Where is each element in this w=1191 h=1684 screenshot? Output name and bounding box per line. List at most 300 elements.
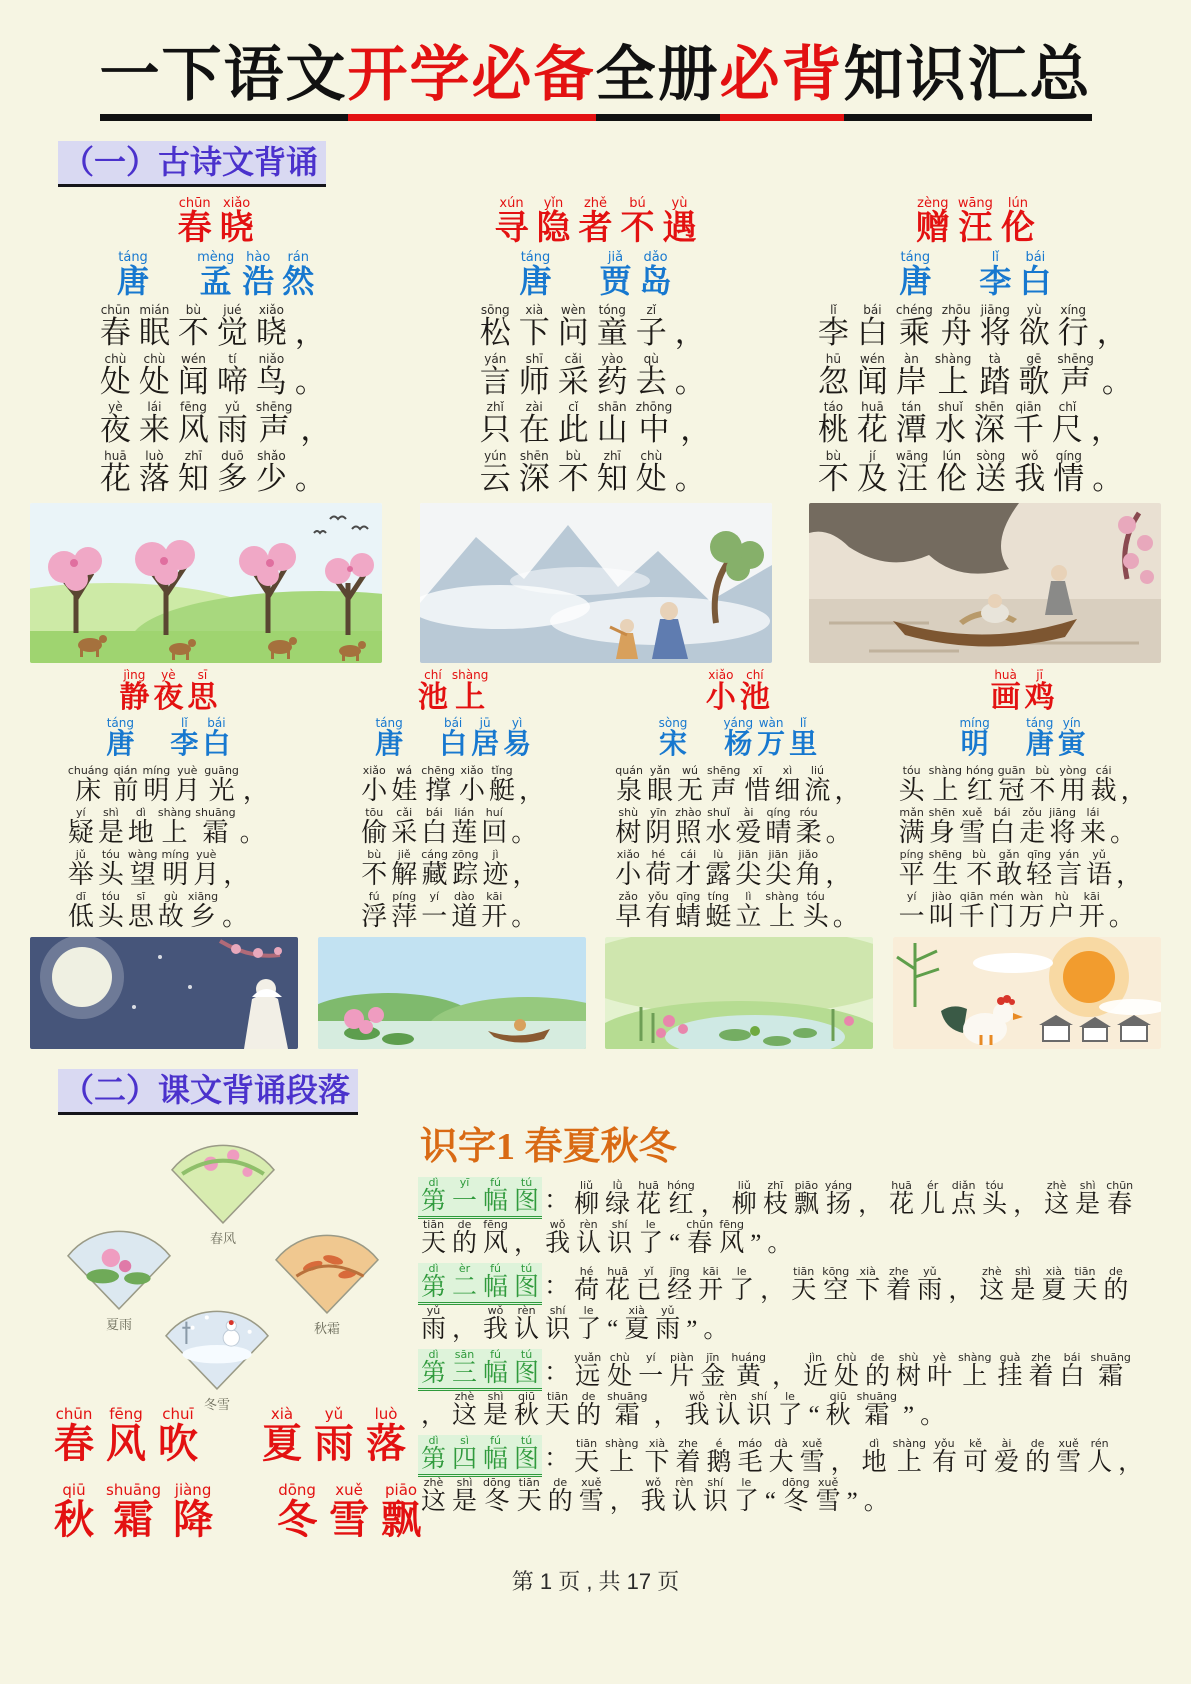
char-with-pinyin: jū 居 xyxy=(471,716,500,761)
char-with-pinyin: shí 识 xyxy=(607,1217,633,1257)
char-with-pinyin: fú 幅 xyxy=(483,1347,509,1387)
illustration-row-2 xyxy=(0,933,1191,1049)
char-with-pinyin: dōng 冬 xyxy=(483,1475,511,1515)
char-with-pinyin: ， xyxy=(421,1401,447,1429)
char-with-pinyin: lù 露 xyxy=(705,847,732,889)
char-with-pinyin: chūn 春 xyxy=(1106,1178,1134,1218)
char-with-pinyin: bái 白 xyxy=(856,302,888,350)
fan-label: 夏雨 xyxy=(105,1317,132,1333)
illustration-night-moon xyxy=(30,937,298,1049)
char-with-pinyin: yí 一 xyxy=(898,890,925,932)
char-with-pinyin: cái 裁 xyxy=(1090,763,1117,805)
char-with-pinyin: jiāng 将 xyxy=(979,302,1011,350)
char-with-pinyin: 。 xyxy=(294,461,326,497)
char-with-pinyin: chuáng 床 xyxy=(67,763,109,805)
char-with-pinyin: táng 唐 xyxy=(1025,716,1054,761)
char-with-pinyin: yòng 用 xyxy=(1059,763,1087,805)
char-with-pinyin: duō 多 xyxy=(216,449,248,497)
char-with-pinyin: sì 四 xyxy=(452,1433,478,1473)
char-with-pinyin: ， xyxy=(834,775,861,805)
char-with-pinyin: 。 xyxy=(1108,902,1135,932)
figure-label-colon: ： xyxy=(544,1358,570,1386)
char-with-pinyin: shuāng 霜 xyxy=(195,805,236,847)
char-with-pinyin: xiāng 乡 xyxy=(187,890,219,932)
poem-line xyxy=(359,891,547,931)
char-with-pinyin: wú 无 xyxy=(676,763,703,805)
char-with-pinyin: cái 才 xyxy=(675,847,702,889)
char-with-pinyin: yín 寅 xyxy=(1057,716,1086,761)
poem xyxy=(786,197,1165,499)
char-with-pinyin: jì 迹 xyxy=(482,847,509,889)
char-with-pinyin: huí 回 xyxy=(481,805,508,847)
char-with-pinyin: chuī 吹 xyxy=(158,1405,198,1467)
char-with-pinyin: róu 柔 xyxy=(795,805,822,847)
section-two-body xyxy=(0,1121,1191,1559)
char-with-pinyin: tà 踏 xyxy=(979,351,1011,399)
char-with-pinyin: shì 是 xyxy=(97,805,124,847)
char-with-pinyin: máo 毛 xyxy=(737,1436,763,1476)
lesson-paragraph xyxy=(418,1177,1161,1258)
poem-line xyxy=(66,807,271,847)
char-with-pinyin: fēng 风 xyxy=(483,1217,509,1257)
char-with-pinyin: èr 二 xyxy=(452,1261,478,1301)
char-with-pinyin: yī 一 xyxy=(452,1175,478,1215)
char-with-pinyin: huā 花 xyxy=(99,449,131,497)
char-with-pinyin: 。 xyxy=(511,817,538,847)
poem-line xyxy=(66,891,271,931)
char-with-pinyin: jué 觉 xyxy=(216,302,248,350)
poem-lines xyxy=(897,765,1149,933)
char-with-pinyin: wāng 汪 xyxy=(957,196,993,247)
char-with-pinyin: dī 低 xyxy=(67,890,94,932)
char-with-pinyin: jiǎ 贾 xyxy=(599,250,632,300)
char-with-pinyin: gù 故 xyxy=(157,890,184,932)
char-with-pinyin: qíng 晴 xyxy=(765,805,792,847)
char-with-pinyin: ” xyxy=(686,1315,698,1343)
char-with-pinyin: shàng 上 xyxy=(958,1350,992,1390)
poem-author xyxy=(957,717,1087,760)
char-with-pinyin: 。 xyxy=(832,902,859,932)
char-with-pinyin: ， xyxy=(1118,1448,1144,1476)
char-with-pinyin: táng 唐 xyxy=(519,250,552,300)
poem-line xyxy=(96,401,335,448)
poem-title xyxy=(989,669,1057,715)
fan-winter-snow xyxy=(142,1291,292,1413)
char-with-pinyin: zhě 者 xyxy=(578,196,613,247)
char-with-pinyin: tiān 天 xyxy=(791,1264,817,1304)
char-with-pinyin: kě 可 xyxy=(963,1436,989,1476)
char-with-pinyin: wǒ 我 xyxy=(483,1303,509,1343)
char-with-pinyin: shǎo 少 xyxy=(255,449,287,497)
char-with-pinyin: chēng 撑 xyxy=(421,763,455,805)
poem-lines xyxy=(814,304,1137,499)
char-with-pinyin: yù 遇 xyxy=(662,196,697,247)
char-with-pinyin: rèn 认 xyxy=(514,1303,540,1343)
char-with-pinyin: shuāng 霜 xyxy=(1090,1350,1131,1390)
poem-lines xyxy=(476,304,715,499)
char-with-pinyin: xià 下 xyxy=(855,1264,881,1304)
section-one-heading: （一）古诗文背诵 xyxy=(58,141,326,187)
char-with-pinyin: zōng 踪 xyxy=(451,847,479,889)
char-with-pinyin: ， xyxy=(653,1401,679,1429)
char-with-pinyin: jī 鸡 xyxy=(1024,667,1055,714)
poem-line xyxy=(359,765,547,805)
char-with-pinyin: le 了 xyxy=(638,1217,664,1257)
char-with-pinyin: píng 平 xyxy=(898,847,925,889)
char-with-pinyin: bái 白 xyxy=(1059,1350,1085,1390)
char-with-pinyin: jǔ 举 xyxy=(67,847,94,889)
char-with-pinyin: shàng 上 xyxy=(451,667,489,714)
char-with-pinyin: xià 夏 xyxy=(1041,1264,1067,1304)
season-fans xyxy=(30,1125,418,1413)
char-with-pinyin: jiào 叫 xyxy=(928,890,955,932)
poem-line xyxy=(814,401,1137,448)
char-with-pinyin: táng 唐 xyxy=(117,250,150,300)
char-with-pinyin: sòng 宋 xyxy=(658,716,688,761)
char-with-pinyin: lián 莲 xyxy=(451,805,478,847)
char-with-pinyin: chǐ 尺 xyxy=(1051,400,1083,448)
char-with-pinyin: 。 xyxy=(239,817,266,847)
char-with-pinyin: 。 xyxy=(825,817,852,847)
char-with-pinyin: zhōu 舟 xyxy=(940,302,972,350)
poem-line xyxy=(476,450,715,497)
char-with-pinyin: mèng 孟 xyxy=(197,250,235,300)
poem-title xyxy=(174,197,258,248)
char-with-pinyin xyxy=(935,251,975,300)
char-with-pinyin: yǔ 语 xyxy=(1086,847,1113,889)
char-with-pinyin: míng 明 xyxy=(161,847,190,889)
char-with-pinyin: tiān 天 xyxy=(516,1475,542,1515)
poem-line xyxy=(476,304,715,351)
char-with-pinyin: zhōng 中 xyxy=(635,400,673,448)
char-with-pinyin: jiě 解 xyxy=(391,847,418,889)
char-with-pinyin: zhè 这 xyxy=(979,1264,1005,1304)
char-with-pinyin: mén 门 xyxy=(988,890,1015,932)
poem-line xyxy=(814,450,1137,497)
char-with-pinyin: “ xyxy=(607,1315,619,1343)
char-with-pinyin: jīng 经 xyxy=(667,1264,693,1304)
char-with-pinyin: ， xyxy=(1013,1190,1039,1218)
poem-line xyxy=(359,807,547,847)
char-with-pinyin: kōng 空 xyxy=(822,1264,850,1304)
char-with-pinyin: dǎo 岛 xyxy=(639,250,672,300)
rhyme-line-1 xyxy=(48,1407,418,1467)
char-with-pinyin xyxy=(992,717,1024,760)
char-with-pinyin: shì 是 xyxy=(452,1475,478,1515)
char-with-pinyin: qīng 轻 xyxy=(1026,847,1053,889)
char-with-pinyin: wén 闻 xyxy=(856,351,888,399)
char-with-pinyin: tóu 头 xyxy=(898,763,925,805)
char-with-pinyin: gǎn 敢 xyxy=(996,847,1023,889)
char-with-pinyin: “ xyxy=(669,1229,681,1257)
char-with-pinyin: huā 花 xyxy=(889,1178,915,1218)
char-with-pinyin: 。 xyxy=(222,902,249,932)
poem-lines xyxy=(96,304,335,499)
figure-label-colon: ： xyxy=(544,1186,570,1214)
char-with-pinyin: chūn 春 xyxy=(54,1405,94,1467)
char-with-pinyin: dào 道 xyxy=(451,890,478,932)
lesson-paragraph xyxy=(418,1349,1161,1430)
char-with-pinyin: tiān 天 xyxy=(1072,1264,1098,1304)
char-with-pinyin: sī 思 xyxy=(127,890,154,932)
char-with-pinyin: rán 然 xyxy=(282,250,315,300)
char-with-pinyin: huà 画 xyxy=(990,667,1021,714)
char-with-pinyin: zhī 知 xyxy=(177,449,209,497)
char-with-pinyin xyxy=(204,1407,256,1467)
char-with-pinyin: sōng 松 xyxy=(479,302,511,350)
char-with-pinyin xyxy=(405,717,437,760)
char-with-pinyin: yǎn 眼 xyxy=(646,763,673,805)
char-with-pinyin: chí 池 xyxy=(417,667,448,714)
char-with-pinyin: yīn 阴 xyxy=(645,805,672,847)
char-with-pinyin: yuè 月 xyxy=(174,763,201,805)
char-with-pinyin: xià 夏 xyxy=(262,1405,302,1467)
char-with-pinyin: le 了 xyxy=(729,1264,755,1304)
char-with-pinyin: hé 荷 xyxy=(574,1264,600,1304)
char-with-pinyin: yè 叶 xyxy=(927,1350,953,1390)
char-with-pinyin: guāng 光 xyxy=(204,763,239,805)
char-with-pinyin: le 了 xyxy=(576,1303,602,1343)
char-with-pinyin xyxy=(219,1483,271,1543)
illustration-small-pond xyxy=(605,937,873,1049)
char-with-pinyin: qián 前 xyxy=(112,763,139,805)
char-with-pinyin: ， xyxy=(1096,314,1128,350)
char-with-pinyin: bú 不 xyxy=(620,196,655,247)
char-with-pinyin: lǜ 绿 xyxy=(605,1178,631,1218)
char-with-pinyin: bái 白 xyxy=(421,805,448,847)
poem-author xyxy=(113,251,318,300)
figure-label xyxy=(418,1177,542,1219)
char-with-pinyin: jiān 尖 xyxy=(735,847,762,889)
char-with-pinyin: wāng 汪 xyxy=(895,449,929,497)
char-with-pinyin: tú 图 xyxy=(514,1175,540,1215)
char-with-pinyin: shēn 身 xyxy=(928,805,956,847)
char-with-pinyin xyxy=(136,717,168,760)
char-with-pinyin: shàng 上 xyxy=(765,890,799,932)
char-with-pinyin: jìn 近 xyxy=(803,1350,829,1390)
char-with-pinyin: bù 不 xyxy=(361,847,388,889)
char-with-pinyin: chù 处 xyxy=(607,1350,633,1390)
figure-label xyxy=(418,1435,542,1477)
char-with-pinyin: shàng 上 xyxy=(605,1436,639,1476)
char-with-pinyin: xuě 雪 xyxy=(329,1480,370,1542)
char-with-pinyin: tiān 天 xyxy=(574,1436,600,1476)
char-with-pinyin: 。 xyxy=(294,363,326,399)
char-with-pinyin: tóu 头 xyxy=(982,1178,1008,1218)
section-two-heading: （二）课文背诵段落 xyxy=(58,1069,358,1115)
char-with-pinyin: tíng 蜓 xyxy=(705,890,732,932)
char-with-pinyin: jí 及 xyxy=(856,449,888,497)
char-with-pinyin: lái 来 xyxy=(138,400,170,448)
char-with-pinyin: shí 识 xyxy=(545,1303,571,1343)
char-with-pinyin: ， xyxy=(825,859,852,889)
char-with-pinyin: shí 识 xyxy=(702,1475,728,1515)
char-with-pinyin: bái 白 xyxy=(989,805,1016,847)
char-with-pinyin: mián 眠 xyxy=(138,302,170,350)
char-with-pinyin: hào 浩 xyxy=(242,250,275,300)
char-with-pinyin: ， xyxy=(512,859,539,889)
char-with-pinyin: zhī 枝 xyxy=(762,1178,788,1218)
char-with-pinyin: yè 夜 xyxy=(99,400,131,448)
poem-line xyxy=(613,807,862,847)
char-with-pinyin: xiǎo 小 xyxy=(361,763,388,805)
char-with-pinyin: chéng 乘 xyxy=(895,302,933,350)
poem-line xyxy=(814,304,1137,351)
char-with-pinyin: táng 唐 xyxy=(106,716,135,761)
char-with-pinyin: shēn 深 xyxy=(518,449,550,497)
char-with-pinyin: yǔ 雨 xyxy=(314,1405,354,1467)
char-with-pinyin: zhe 着 xyxy=(1028,1350,1054,1390)
poem-title xyxy=(704,669,772,715)
char-with-pinyin: shàng 上 xyxy=(928,763,963,805)
char-with-pinyin xyxy=(153,251,193,300)
char-with-pinyin: yún 云 xyxy=(479,449,511,497)
char-with-pinyin: xì 细 xyxy=(774,763,801,805)
char-with-pinyin: rèn 认 xyxy=(715,1389,741,1429)
poem-line xyxy=(96,450,335,497)
char-with-pinyin: shuǐ 水 xyxy=(705,805,732,847)
poem-line xyxy=(359,849,547,889)
char-with-pinyin: luò 落 xyxy=(366,1405,406,1467)
char-with-pinyin: wén 闻 xyxy=(177,351,209,399)
poem-author xyxy=(895,251,1055,300)
char-with-pinyin: chí 池 xyxy=(739,667,770,714)
char-with-pinyin: tóu 头 xyxy=(802,890,829,932)
char-with-pinyin: qiān 千 xyxy=(1012,400,1044,448)
char-with-pinyin: xī 惜 xyxy=(744,763,771,805)
char-with-pinyin: kāi 开 xyxy=(481,890,508,932)
char-with-pinyin: ， xyxy=(519,775,546,805)
char-with-pinyin: shù 树 xyxy=(615,805,642,847)
char-with-pinyin: xià 下 xyxy=(518,302,550,350)
char-with-pinyin: yè 夜 xyxy=(153,667,184,714)
char-with-pinyin: bù 不 xyxy=(557,449,589,497)
poem-line xyxy=(613,849,862,889)
char-with-pinyin: lái 来 xyxy=(1079,805,1106,847)
char-with-pinyin: fēng 风 xyxy=(177,400,209,448)
char-with-pinyin: lún 伦 xyxy=(936,449,968,497)
illustration-rooster-sunrise xyxy=(893,937,1161,1049)
poem xyxy=(596,669,881,933)
lesson-paragraph xyxy=(418,1435,1161,1516)
lesson-title: 识字1 春夏秋冬 xyxy=(420,1126,677,1169)
char-with-pinyin: yǔ 雨 xyxy=(655,1303,681,1343)
poem-lines xyxy=(66,765,271,933)
char-with-pinyin: xún 寻 xyxy=(494,196,529,247)
char-with-pinyin: shēng 声 xyxy=(255,400,293,448)
char-with-pinyin: wǒ 我 xyxy=(545,1217,571,1257)
title-segment: 开学必备 xyxy=(348,42,596,121)
poem xyxy=(26,197,405,499)
char-with-pinyin: táng 唐 xyxy=(899,250,932,300)
char-with-pinyin: 。 xyxy=(863,1487,889,1515)
char-with-pinyin: ， xyxy=(300,412,332,448)
char-with-pinyin: táng 唐 xyxy=(375,716,404,761)
poem-title xyxy=(912,197,1039,248)
char-with-pinyin: shì 是 xyxy=(1075,1178,1101,1218)
char-with-pinyin: xià 夏 xyxy=(624,1303,650,1343)
char-with-pinyin: lǐ 李 xyxy=(979,250,1012,300)
char-with-pinyin: hū 忽 xyxy=(817,351,849,399)
fans-and-rhyme-column xyxy=(30,1121,422,1559)
title-segment: 知识汇总 xyxy=(844,42,1092,121)
char-with-pinyin: xuě 雪 xyxy=(578,1475,604,1515)
char-with-pinyin: tóng 童 xyxy=(596,302,628,350)
page-number: 第 1 页 , 共 17 页 xyxy=(511,1568,680,1594)
char-with-pinyin: ài 爱 xyxy=(735,805,762,847)
poem-row-2 xyxy=(0,663,1191,933)
char-with-pinyin: qiū 秋 xyxy=(825,1389,851,1429)
char-with-pinyin: ， xyxy=(609,1487,635,1515)
char-with-pinyin: xià 下 xyxy=(644,1436,670,1476)
char-with-pinyin: liú 流 xyxy=(804,763,831,805)
char-with-pinyin: yào 药 xyxy=(596,351,628,399)
char-with-pinyin: rèn 认 xyxy=(671,1475,697,1515)
char-with-pinyin: yí 一 xyxy=(638,1350,664,1390)
char-with-pinyin: ， xyxy=(242,775,269,805)
poem xyxy=(26,669,311,933)
char-with-pinyin: zhe 着 xyxy=(886,1264,912,1304)
fan-label: 秋霜 xyxy=(313,1321,340,1337)
char-with-pinyin: ， xyxy=(760,1276,786,1304)
char-with-pinyin: qiū 秋 xyxy=(54,1480,94,1542)
char-with-pinyin: de 的 xyxy=(547,1475,573,1515)
char-with-pinyin: cǐ 此 xyxy=(557,400,589,448)
char-with-pinyin: shēn 深 xyxy=(973,400,1005,448)
char-with-pinyin: guà 挂 xyxy=(997,1350,1023,1390)
poem-line xyxy=(897,849,1149,889)
char-with-pinyin: huáng 黄 xyxy=(731,1350,766,1390)
char-with-pinyin: chù 处 xyxy=(99,351,131,399)
char-with-pinyin: yǒu 有 xyxy=(932,1436,958,1476)
char-with-pinyin: le 了 xyxy=(777,1389,803,1429)
char-with-pinyin: de 的 xyxy=(1103,1264,1129,1304)
char-with-pinyin: tí 啼 xyxy=(216,351,248,399)
char-with-pinyin: zhǐ 只 xyxy=(479,400,511,448)
char-with-pinyin: tú 图 xyxy=(514,1347,540,1387)
poem-author xyxy=(515,251,675,300)
char-with-pinyin: ” xyxy=(750,1229,762,1257)
char-with-pinyin: xuě 雪 xyxy=(959,805,986,847)
char-with-pinyin: ， xyxy=(680,412,712,448)
char-with-pinyin: hóng 红 xyxy=(667,1178,695,1218)
char-with-pinyin: xiǎo 小 xyxy=(458,763,485,805)
char-with-pinyin: lì 立 xyxy=(735,890,762,932)
char-with-pinyin: shàng 上 xyxy=(934,351,972,399)
char-with-pinyin: zǎo 早 xyxy=(615,890,642,932)
char-with-pinyin: bù 不 xyxy=(177,302,209,350)
char-with-pinyin: zài 在 xyxy=(518,400,550,448)
char-with-pinyin: sān 三 xyxy=(452,1347,478,1387)
poem-line xyxy=(814,353,1137,400)
char-with-pinyin: huā 花 xyxy=(605,1264,631,1304)
char-with-pinyin: ài 爱 xyxy=(994,1436,1020,1476)
char-with-pinyin: yuǎn 远 xyxy=(574,1350,602,1390)
char-with-pinyin: 。 xyxy=(703,1315,729,1343)
char-with-pinyin: xiǎo 晓 xyxy=(255,302,287,350)
char-with-pinyin: kāi 开 xyxy=(1078,890,1105,932)
char-with-pinyin: zhī 知 xyxy=(596,449,628,497)
char-with-pinyin: de 的 xyxy=(576,1389,602,1429)
char-with-pinyin: zǒu 走 xyxy=(1019,805,1046,847)
char-with-pinyin: cǎi 采 xyxy=(557,351,589,399)
char-with-pinyin: huā 花 xyxy=(636,1178,662,1218)
char-with-pinyin: ， xyxy=(674,314,706,350)
char-with-pinyin: wàng 望 xyxy=(127,847,158,889)
char-with-pinyin: yǐn 隐 xyxy=(536,196,571,247)
char-with-pinyin: chūn 春 xyxy=(686,1217,714,1257)
char-with-pinyin: shēng 生 xyxy=(928,847,963,889)
